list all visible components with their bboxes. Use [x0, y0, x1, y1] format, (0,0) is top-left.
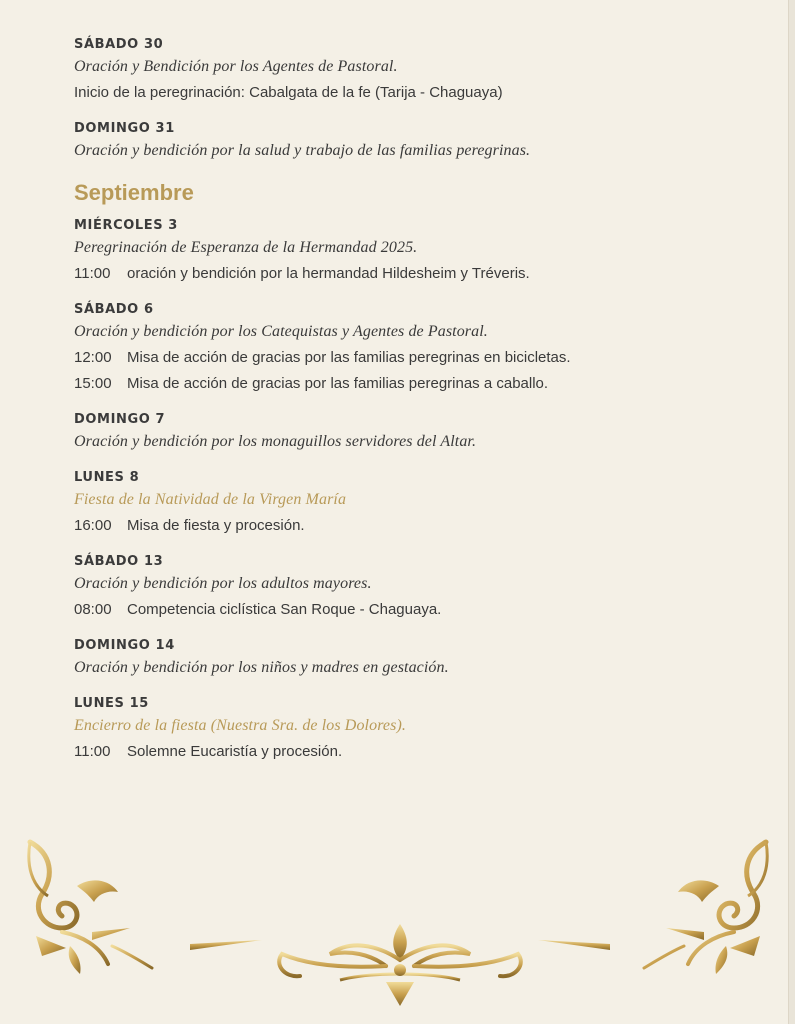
event-description: Peregrinación de Esperanza de la Hermandad 2025. — [74, 239, 418, 256]
event-description: Encierro de la fiesta (Nuestra Sra. de los Dolores). — [74, 717, 406, 734]
event-description: Oración y bendición por los Catequistas y Agentes de Pastoral. — [74, 323, 488, 340]
schedule-day-block — [74, 217, 764, 287]
day-heading: DOMINGO 31 — [74, 121, 175, 136]
event-time: 12:00 — [74, 349, 112, 366]
event-description: Oración y bendición por los niños y madres en gestación. — [74, 659, 449, 676]
schedule-day-block — [74, 411, 764, 455]
event-text: Competencia ciclística San Roque - Chaguaya. — [127, 601, 442, 618]
schedule-day-block — [74, 695, 764, 765]
day-heading: SÁBADO 13 — [74, 554, 164, 569]
event-time: 11:00 — [74, 265, 111, 282]
event-description: Oración y Bendición por los Agentes de Pastoral. — [74, 58, 398, 75]
event-text: Misa de acción de gracias por las familias peregrinas en bicicletas. — [127, 349, 571, 366]
event-text: Inicio de la peregrinación: Cabalgata de la fe (Tarija - Chaguaya) — [74, 84, 503, 101]
event-text: Misa de acción de gracias por las familias peregrinas a caballo. — [127, 375, 549, 392]
day-heading: SÁBADO 6 — [74, 302, 154, 317]
august-end-sections — [74, 36, 764, 164]
day-heading: DOMINGO 7 — [74, 412, 166, 427]
day-heading: SÁBADO 30 — [74, 37, 164, 52]
month-heading: Septiembre — [74, 180, 194, 205]
event-text: Solemne Eucaristía y procesión. — [127, 743, 343, 760]
page-edge — [788, 0, 795, 1024]
day-heading: MIÉRCOLES 3 — [74, 218, 178, 233]
schedule-day-block — [74, 469, 764, 539]
event-description: Oración y bendición por la salud y trabajo de las familias peregrinas. — [74, 142, 531, 159]
event-time: 08:00 — [74, 601, 112, 618]
schedule-day-block — [74, 553, 764, 623]
event-description: Fiesta de la Natividad de la Virgen María — [74, 491, 347, 508]
event-text: oración y bendición por la hermandad Hildesheim y Tréveris. — [127, 265, 530, 282]
timed-event — [74, 513, 764, 539]
day-heading: LUNES 8 — [74, 470, 140, 485]
schedule-day-block — [74, 36, 764, 106]
schedule-day-block — [74, 301, 764, 397]
september-sections — [74, 217, 764, 765]
day-heading: DOMINGO 14 — [74, 638, 175, 653]
schedule-day-block — [74, 637, 764, 681]
event-time: 16:00 — [74, 517, 112, 534]
day-heading: LUNES 15 — [74, 696, 149, 711]
schedule-day-block — [74, 120, 764, 164]
timed-event — [74, 261, 764, 287]
schedule-content — [74, 36, 764, 779]
event-description: Oración y bendición por los monaguillos servidores del Altar. — [74, 433, 477, 450]
event-description: Oración y bendición por los adultos mayores. — [74, 575, 372, 592]
timed-event — [74, 597, 764, 623]
event-time: 15:00 — [74, 375, 112, 392]
event-time: 11:00 — [74, 743, 111, 760]
timed-event — [74, 371, 764, 397]
left-flourish-icon — [22, 836, 162, 976]
event-text: Misa de fiesta y procesión. — [127, 517, 305, 534]
center-flourish-icon — [190, 920, 610, 1020]
right-flourish-icon — [634, 836, 774, 976]
timed-event — [74, 345, 764, 371]
timed-event — [74, 739, 764, 765]
